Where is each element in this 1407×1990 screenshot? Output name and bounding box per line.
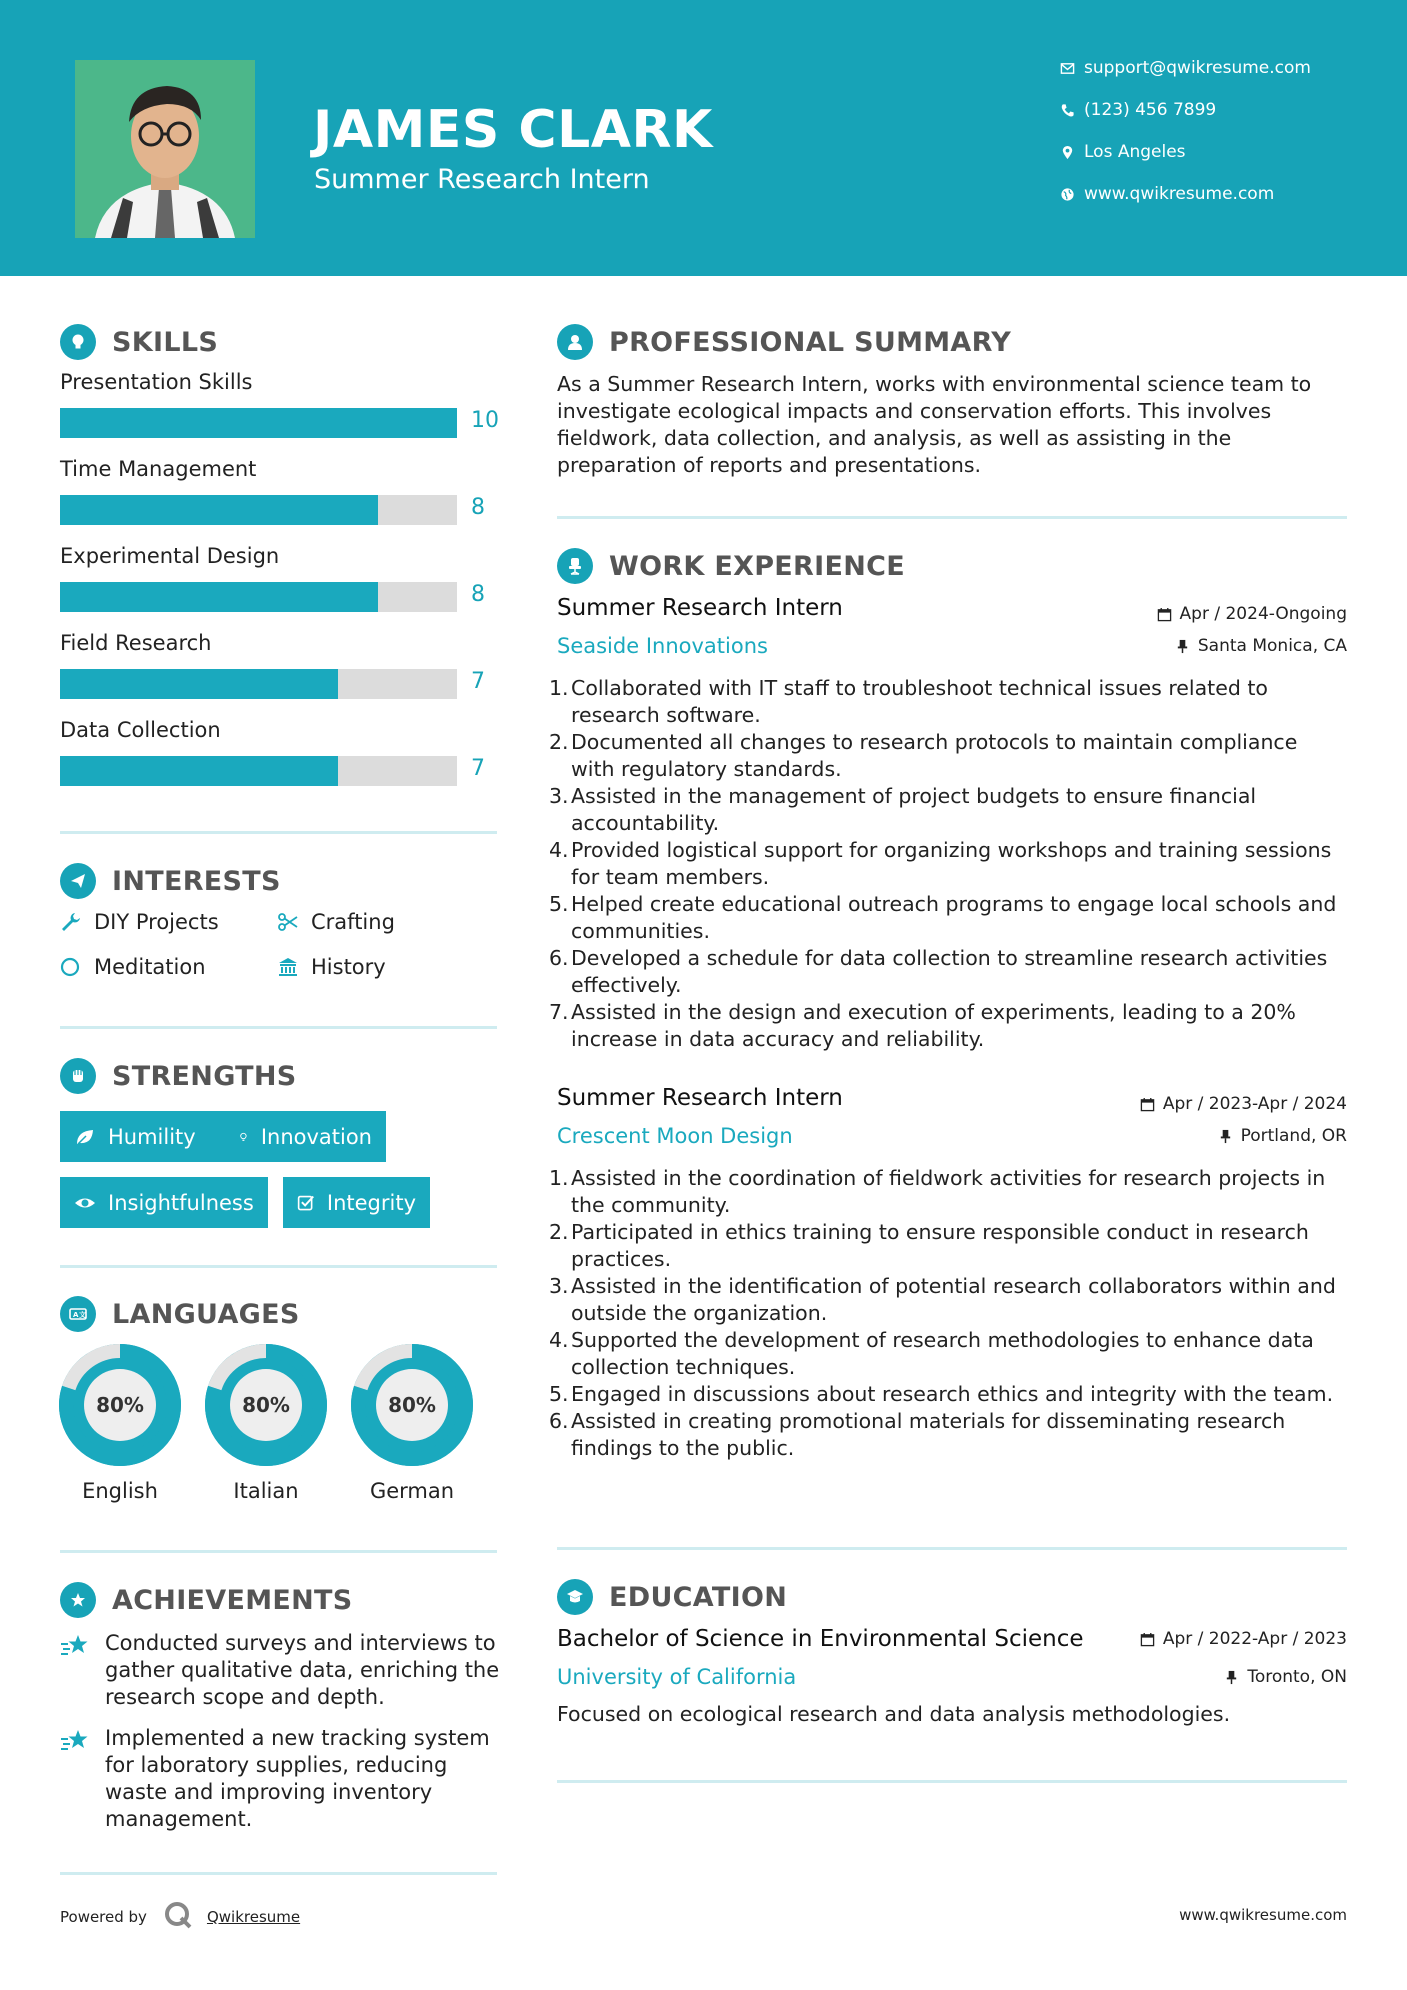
fist-icon	[60, 1058, 96, 1094]
language-percent: 80%	[84, 1369, 156, 1441]
translate-icon	[60, 1296, 96, 1332]
museum-icon	[277, 956, 311, 978]
candidate-role: Summer Research Intern	[314, 164, 650, 195]
strength-tag-innovation: Innovation	[224, 1111, 386, 1162]
summary-heading: PROFESSIONAL SUMMARY	[557, 324, 1011, 360]
duty-number: 1.	[549, 1166, 569, 1190]
company-name: Crescent Moon Design	[557, 1124, 793, 1148]
checkbox-icon	[297, 1192, 315, 1214]
skill-bar-fill	[60, 495, 378, 525]
candidate-name: JAMES CLARK	[313, 100, 713, 160]
svg-text:A: A	[73, 1311, 79, 1319]
user-icon	[557, 324, 593, 360]
duty-number: 4.	[549, 1328, 569, 1352]
calendar-icon	[1140, 1097, 1155, 1112]
duty-item	[549, 1381, 1347, 1408]
duty-text: Assisted in creating promotional materials for disseminating research findings to the public.	[571, 1409, 1286, 1460]
pushpin-icon	[1175, 639, 1190, 654]
language-ring	[59, 1344, 181, 1466]
map-pin-icon	[1050, 145, 1084, 160]
skill-value: 8	[471, 495, 485, 520]
skill-value: 7	[471, 669, 485, 694]
duty-number: 2.	[549, 730, 569, 754]
skill-bar-fill	[60, 756, 338, 786]
job-location: Santa Monica, CA	[1175, 636, 1347, 656]
wrench-icon	[60, 911, 94, 933]
skill-bar	[60, 582, 457, 612]
duty-text: Collaborated with IT staff to troubleshoot technical issues related to research software.	[571, 676, 1268, 727]
language-percent: 80%	[376, 1369, 448, 1441]
contact-location: Los Angeles	[1050, 142, 1186, 162]
language-percent: 80%	[230, 1369, 302, 1441]
education-dates: Apr / 2022-Apr / 2023	[1140, 1629, 1347, 1649]
skill-name: Time Management	[60, 457, 257, 481]
skill-bar-fill	[60, 408, 457, 438]
duty-number: 5.	[549, 1382, 569, 1406]
shooting-star-icon	[60, 1630, 105, 1711]
duty-text: Developed a schedule for data collection to streamline research activities effectively.	[571, 946, 1328, 997]
header-banner	[0, 0, 1407, 276]
shooting-star-icon	[60, 1725, 105, 1833]
skill-value: 10	[471, 408, 499, 433]
duty-item	[549, 891, 1347, 945]
skill-name: Presentation Skills	[60, 370, 253, 394]
divider	[60, 1550, 497, 1553]
duty-number: 4.	[549, 838, 569, 862]
star-badge-icon	[60, 1582, 96, 1618]
duty-number: 2.	[549, 1220, 569, 1244]
language-ring	[205, 1344, 327, 1466]
divider	[557, 1780, 1347, 1783]
divider	[557, 516, 1347, 519]
strengths-heading: STRENGTHS	[60, 1058, 297, 1094]
eye-icon	[74, 1192, 96, 1214]
duty-item	[549, 783, 1347, 837]
duty-text: Engaged in discussions about research ethics and integrity with the team.	[571, 1382, 1334, 1406]
duty-text: Provided logistical support for organizing workshops and training sessions for team members.	[571, 838, 1332, 889]
education-location: Toronto, ON	[1224, 1667, 1347, 1687]
duty-text: Assisted in the identification of potential research collaborators within and outside the organization.	[571, 1274, 1336, 1325]
skill-name: Experimental Design	[60, 544, 280, 568]
duty-number: 6.	[549, 1409, 569, 1433]
degree-title: Bachelor of Science in Environmental Science	[557, 1626, 1084, 1652]
qwikresume-link[interactable]: Qwikresume	[206, 1908, 301, 1926]
duty-number: 3.	[549, 784, 569, 808]
job-location: Portland, OR	[1218, 1126, 1347, 1146]
interest-crafting: Crafting	[277, 910, 395, 934]
duty-text: Documented all changes to research protocols to maintain compliance with regulatory standards.	[571, 730, 1298, 781]
divider	[60, 1026, 497, 1029]
duty-item	[549, 1165, 1347, 1219]
interests-heading: INTERESTS	[60, 863, 281, 899]
strength-tag-integrity: Integrity	[283, 1177, 430, 1228]
graduate-icon	[557, 1579, 593, 1615]
contact-website[interactable]: www.qwikresume.com	[1050, 184, 1274, 204]
paper-plane-icon	[60, 863, 96, 899]
interest-diy-projects: DIY Projects	[60, 910, 219, 934]
divider	[60, 1265, 497, 1268]
contact-phone[interactable]: (123) 456 7899	[1050, 100, 1216, 120]
duty-number: 5.	[549, 892, 569, 916]
globe-icon	[1050, 187, 1084, 202]
lightbulb-icon	[60, 324, 96, 360]
achievements-heading: ACHIEVEMENTS	[60, 1582, 353, 1618]
duty-item	[549, 729, 1347, 783]
skill-bar-fill	[60, 582, 378, 612]
interest-meditation: Meditation	[60, 955, 206, 979]
education-description: Focused on ecological research and data analysis methodologies.	[557, 1702, 1231, 1726]
leaf-icon	[74, 1126, 96, 1148]
language-name: German	[369, 1479, 455, 1503]
achievement-item: Conducted surveys and interviews to gather qualitative data, enriching the research scope and depth.	[60, 1630, 500, 1711]
duty-item	[549, 837, 1347, 891]
pushpin-icon	[1224, 1670, 1239, 1685]
divider	[557, 1547, 1347, 1550]
footer-website[interactable]: www.qwikresume.com	[1179, 1906, 1347, 1924]
job-title: Summer Research Intern	[557, 595, 843, 621]
office-chair-icon	[557, 548, 593, 584]
skill-name: Field Research	[60, 631, 212, 655]
duty-item	[549, 1408, 1347, 1462]
phone-icon	[1050, 103, 1084, 118]
company-name: Seaside Innovations	[557, 634, 768, 658]
duty-text: Supported the development of research methodologies to enhance data collection techniques.	[571, 1328, 1314, 1379]
skill-bar	[60, 495, 457, 525]
skill-bar	[60, 669, 457, 699]
skills-heading: SKILLS	[60, 324, 218, 360]
duty-item	[549, 1219, 1347, 1273]
envelope-icon	[1050, 61, 1084, 76]
skill-name: Data Collection	[60, 718, 221, 742]
language-name: Italian	[233, 1479, 299, 1503]
language-ring	[351, 1344, 473, 1466]
duty-text: Assisted in the design and execution of experiments, leading to a 20% increase in data accuracy and reliability.	[571, 1000, 1296, 1051]
duty-number: 6.	[549, 946, 569, 970]
skill-value: 7	[471, 756, 485, 781]
achievement-item: Implemented a new tracking system for laboratory supplies, reducing waste and improving inventory management.	[60, 1725, 500, 1833]
skill-value: 8	[471, 582, 485, 607]
calendar-icon	[1140, 1632, 1155, 1647]
interest-history: History	[277, 955, 386, 979]
duty-number: 3.	[549, 1274, 569, 1298]
duty-text: Participated in ethics training to ensure responsible conduct in research practices.	[571, 1220, 1309, 1271]
job-dates: Apr / 2023-Apr / 2024	[1140, 1094, 1347, 1114]
job-duties-list	[549, 1165, 1347, 1462]
duty-item	[549, 999, 1347, 1053]
job-dates: Apr / 2024-Ongoing	[1157, 604, 1347, 624]
scissors-icon	[277, 911, 311, 933]
duty-number: 1.	[549, 676, 569, 700]
pushpin-icon	[1218, 1129, 1233, 1144]
duty-item	[549, 945, 1347, 999]
lightbulb-icon	[238, 1126, 249, 1148]
strength-tag-humility: Humility	[60, 1111, 224, 1162]
education-heading: EDUCATION	[557, 1579, 787, 1615]
contact-email[interactable]: support@qwikresume.com	[1050, 58, 1311, 78]
circle-icon	[60, 956, 94, 978]
qwikresume-logo-icon	[163, 1900, 193, 1934]
profile-photo	[75, 60, 255, 238]
experience-heading: WORK EXPERIENCE	[557, 548, 905, 584]
duty-text: Assisted in the management of project budgets to ensure financial accountability.	[571, 784, 1257, 835]
language-name: English	[82, 1479, 158, 1503]
divider	[60, 831, 497, 834]
calendar-icon	[1157, 607, 1172, 622]
school-name: University of California	[557, 1665, 797, 1689]
strength-tag-insightfulness: Insightfulness	[60, 1177, 268, 1228]
footer-powered-by: Powered by Qwikresume	[60, 1900, 300, 1934]
languages-heading: A 文 LANGUAGES	[60, 1296, 300, 1332]
skill-bar	[60, 756, 457, 786]
skill-bar	[60, 408, 457, 438]
summary-text: As a Summer Research Intern, works with environmental science team to investigate ecological impacts and conservation efforts. This involves fieldwork, data collection, and analysis, as well as assisting in the preparation of reports and presentations.	[557, 372, 1312, 477]
duty-item	[549, 1327, 1347, 1381]
job-duties-list	[549, 675, 1347, 1053]
duty-text: Assisted in the coordination of fieldwork activities for research projects in the community.	[571, 1166, 1326, 1217]
duty-item	[549, 675, 1347, 729]
duty-item	[549, 1273, 1347, 1327]
duty-number: 7.	[549, 1000, 569, 1024]
divider	[60, 1872, 497, 1875]
job-title: Summer Research Intern	[557, 1085, 843, 1111]
svg-text:文: 文	[79, 1311, 87, 1319]
skill-bar-fill	[60, 669, 338, 699]
duty-text: Helped create educational outreach programs to engage local schools and communities.	[571, 892, 1337, 943]
